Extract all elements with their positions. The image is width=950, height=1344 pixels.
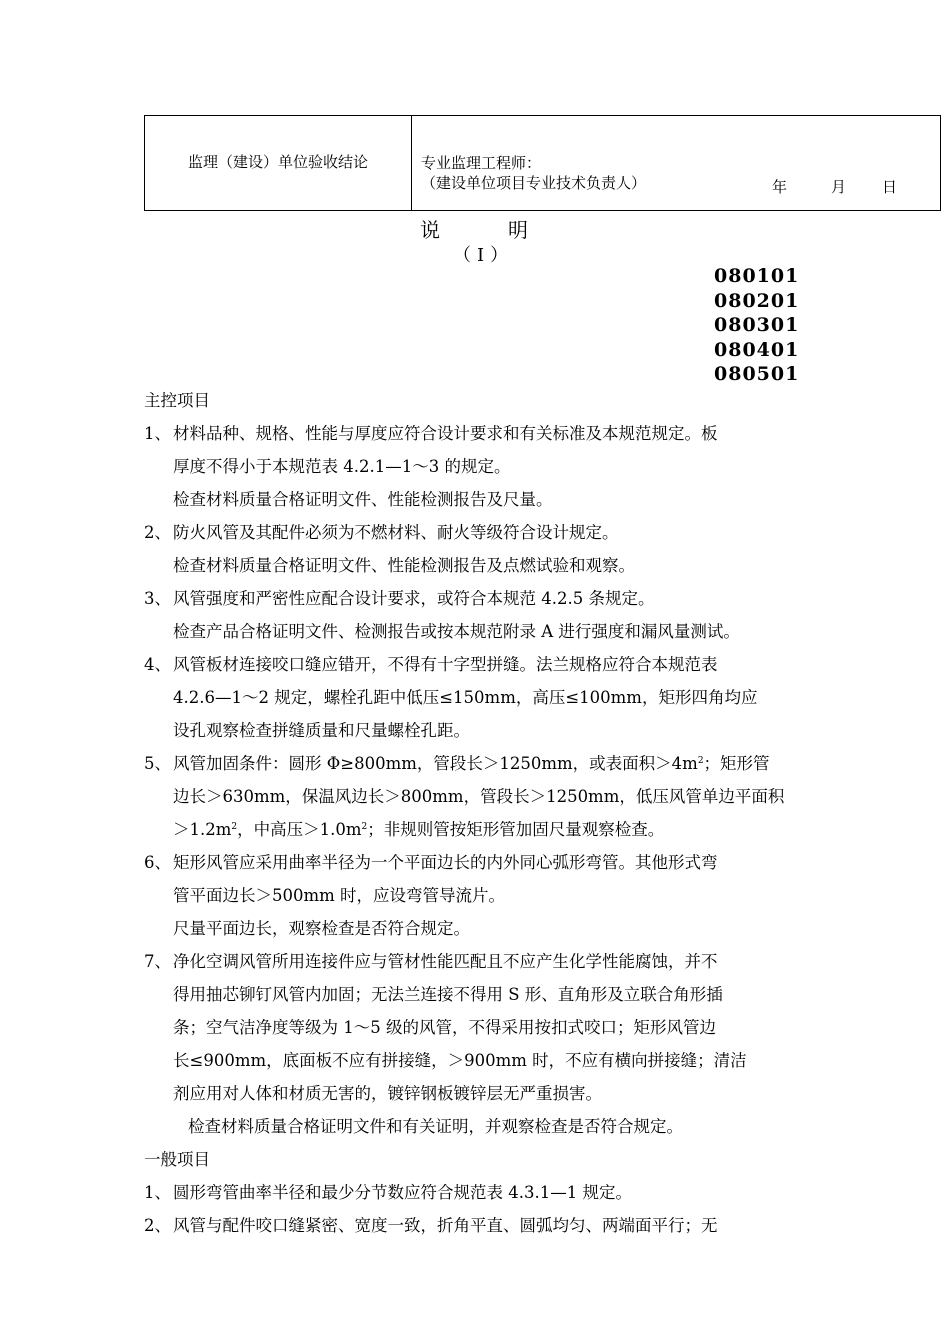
list-item (144, 417, 816, 483)
year-label: 年 (772, 178, 788, 196)
signature-block (421, 153, 646, 193)
inspection-note: 检查产品合格证明文件、检测报告或按本规范附录 A 进行强度和漏风量测试。 (173, 622, 740, 641)
engineer-label: 专业监理工程师： (421, 154, 542, 172)
item-line: 风管与配件咬口缝紧密、宽度一致，折角平直、圆弧均匀、两端面平行；无 (173, 1216, 718, 1235)
day-label: 日 (882, 178, 898, 196)
item-line: 剂应用对人体和材质无害的，镀锌钢板镀锌层无严重损害。 (173, 1084, 602, 1103)
item-number: 1、 (144, 424, 171, 443)
inspection-note: 检查材料质量合格证明文件、性能检测报告及尺量。 (173, 490, 553, 509)
item-number: 5、 (144, 754, 171, 773)
item-line: 4.2.6—1～2 规定，螺栓孔距中低压≤150mm，高压≤100mm，矩形四角均应 (173, 688, 758, 707)
item-number: 3、 (144, 589, 171, 608)
list-item (144, 747, 816, 846)
item-number: 4、 (144, 655, 171, 674)
item-number: 7、 (144, 952, 171, 971)
item-line: 圆形弯管曲率半径和最少分节数应符合规范表 4.3.1—1 规定。 (173, 1183, 632, 1202)
table-divider (411, 116, 412, 210)
item-number: 2、 (144, 523, 171, 542)
owner-label: （建设单位项目专业技术负责人） (421, 174, 647, 192)
list-item (144, 648, 816, 747)
list-item (144, 945, 816, 1110)
item-line: 材料品种、规格、性能与厚度应符合设计要求和有关标准及本规范规定。板 (173, 424, 718, 443)
list-item (144, 1176, 816, 1209)
code-item: 080401 (714, 338, 800, 361)
item-line: 设孔观察检查拼缝质量和尺量螺栓孔距。 (173, 721, 470, 740)
month-label: 月 (831, 178, 847, 196)
code-item: 080501 (714, 363, 800, 385)
title-char-2: 明 (508, 218, 528, 242)
subtitle: （Ⅰ） (453, 245, 515, 266)
list-item (144, 1209, 816, 1242)
code-item: 080101 (714, 265, 800, 287)
code-item: 080201 (714, 289, 800, 312)
list-item (144, 516, 816, 549)
item-line: 风管加固条件：圆形 Φ≥800mm，管段长＞1250mm，或表面积$>4m^2$；矩形管 (173, 754, 770, 773)
item-line: 净化空调风管所用连接件应与管材性能匹配且不应产生化学性能腐蚀，并不 (173, 952, 718, 971)
general-section-title: 一般项目 (144, 1150, 210, 1169)
item-line: 风管强度和严密性应配合设计要求，或符合本规范 4.2.5 条规定。 (173, 589, 655, 608)
item-line: 条；空气洁净度等级为 1～5 级的风管，不得采用按扣式咬口；矩形风管边 (173, 1018, 716, 1037)
item-number: 2、 (144, 1216, 171, 1235)
code-item: 080301 (714, 314, 800, 336)
code-list (714, 264, 799, 387)
acceptance-conclusion-table (144, 115, 941, 211)
title-char-1: 说 (420, 218, 440, 242)
item-line: 管平面边长＞500mm 时，应设弯管导流片。 (173, 886, 506, 905)
list-item (144, 846, 816, 912)
item-line: 得用抽芯铆钉风管内加固；无法兰连接不得用 S 形、直角形及立联合角形插 (173, 985, 723, 1004)
document-body (144, 384, 816, 1242)
inspection-note: 尺量平面边长，观察检查是否符合规定。 (173, 919, 470, 938)
conclusion-label: 监理（建设）单位验收结论 (187, 152, 368, 171)
item-line: 防火风管及其配件必须为不燃材料、耐火等级符合设计规定。 (173, 523, 619, 542)
item-line: 边长＞630mm，保温风边长＞800mm，管段长＞1250mm，低压风管单边平面积 (173, 787, 785, 806)
item-line: 矩形风管应采用曲率半径为一个平面边长的内外同心弧形弯管。其他形式弯 (173, 853, 718, 872)
item-number: 6、 (144, 853, 171, 872)
list-item (144, 582, 816, 615)
inspection-note: 检查材料质量合格证明文件、性能检测报告及点燃试验和观察。 (173, 556, 635, 575)
item-line: $>1.2m^2$，中高压$>1.0m^2$；非规则管按矩形管加固尺量观察检查。 (173, 820, 665, 839)
item-line: 长≤900mm，底面板不应有拼接缝，＞900mm 时，不应有横向拼接缝；清洁 (173, 1051, 747, 1070)
item-line: 风管板材连接咬口缝应错开，不得有十字型拼缝。法兰规格应符合本规范表 (173, 655, 718, 674)
item-line: 厚度不得小于本规范表 4.2.1—1～3 的规定。 (173, 457, 511, 476)
item-number: 1、 (144, 1183, 171, 1202)
main-section-title: 主控项目 (144, 391, 210, 410)
inspection-note: 检查材料质量合格证明文件和有关证明，并观察检查是否符合规定。 (188, 1117, 683, 1136)
